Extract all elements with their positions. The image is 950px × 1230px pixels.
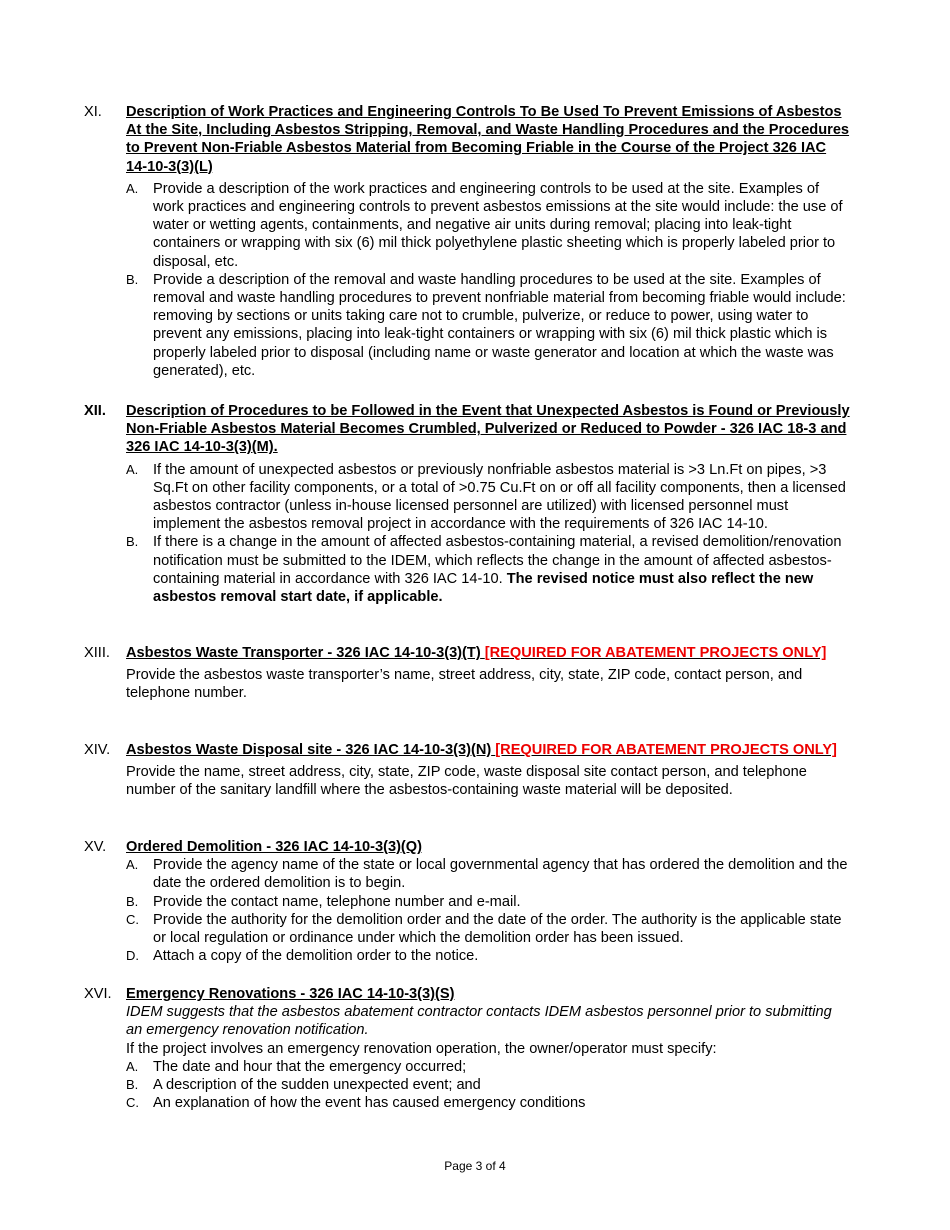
item-letter: C.	[126, 1095, 139, 1111]
item-letter: D.	[126, 948, 139, 964]
section-paragraph: Provide the asbestos waste transporter’s name, street address, city, state, ZIP code, contact person, and telephone number.	[126, 667, 803, 702]
section-number: XV.	[84, 839, 107, 855]
section-number: XIII.	[84, 645, 110, 661]
page-footer: Page 3 of 4	[444, 1159, 506, 1173]
section-heading: Asbestos Waste Disposal site - 326 IAC 14-10-3(3)(N)	[126, 742, 492, 758]
list-item	[126, 856, 850, 892]
list-item	[84, 1058, 850, 1076]
section-number: XIV.	[84, 742, 111, 758]
italic-note: IDEM suggests that the asbestos abatement contractor contacts IDEM asbestos personnel prior to submitting an emergency renovation notification.	[126, 1004, 832, 1039]
item-text: Provide the agency name of the state or local governmental agency that has ordered the demolition and the date the ordered demolition is to begin.	[153, 857, 848, 892]
list-item	[84, 1094, 850, 1112]
item-text: Provide the authority for the demolition order and the date of the order. The authority is the applicable state or local regulation or ordinance under which the demolition order has been issued.	[153, 911, 842, 947]
required-note: [REQUIRED FOR ABATEMENT PROJECTS ONLY]	[484, 645, 827, 661]
item-text: A description of the sudden unexpected event; and	[153, 1077, 481, 1094]
section-heading-wrap	[126, 644, 850, 662]
item-letter: A.	[126, 461, 139, 477]
item-letter: C.	[126, 911, 139, 927]
section-paragraph: Provide the name, street address, city, state, ZIP code, waste disposal site contact person, and telephone number of the sanitary landfill where the asbestos-containing waste material will be deposited.	[126, 764, 807, 799]
item-text: The date and hour that the emergency occurred;	[153, 1058, 467, 1075]
section-number: XII.	[84, 403, 106, 419]
item-text-wrap	[153, 533, 850, 606]
section-number: XI.	[84, 104, 102, 120]
item-letter: A.	[126, 1058, 139, 1074]
list-item	[126, 180, 850, 271]
list-item	[126, 461, 850, 534]
required-note: [REQUIRED FOR ABATEMENT PROJECTS ONLY]	[495, 742, 837, 758]
section-heading: Description of Work Practices and Engineering Controls To Be Used To Prevent Emissions of Asbestos At the Site, Including Asbestos Stripping, Removal, and Waste Handling Procedures and the Procedures to Prevent Non-Friable Asbestos Material from Becoming Friable in the Course of the Project 326 IAC 14-10-3(3)(L)	[126, 104, 850, 175]
section-heading: Emergency Renovations - 326 IAC 14-10-3(3)(S)	[126, 986, 455, 1002]
item-text: If the amount of unexpected asbestos or previously nonfriable asbestos material is >3 Ln.Ft on pipes, >3 Sq.Ft on other facility components, or a total of >0.75 Cu.Ft on or off all facility components, then a licensed asbestos contractor (unless in-house licensed personnel are utilized) with licensed personnel must implement the asbestos removal project in accordance with the requirements of 326 IAC 14-10.	[153, 461, 846, 533]
section-number: XVI.	[84, 986, 112, 1002]
item-text: Provide a description of the work practices and engineering controls to be used at the site. Examples of work practices and engineering controls to prevent asbestos emissions at the site would include: the use of water or wetting agents, containments, and negative air units during removal; placing into leak-tight containers or wrapping with six (6) mil thick polyethylene plastic sheeting which is properly labeled prior to disposal, etc.	[153, 180, 843, 270]
item-letter: B.	[126, 271, 139, 287]
section-heading-wrap	[126, 741, 850, 759]
item-letter: B.	[126, 893, 139, 909]
item-letter: A.	[126, 180, 139, 196]
item-text: Provide the contact name, telephone number and e-mail.	[153, 893, 521, 910]
item-letter: B.	[126, 1077, 139, 1093]
item-text: Attach a copy of the demolition order to the notice.	[153, 948, 479, 965]
item-text: If there is a change in the amount of affected asbestos-containing material, a revised demolition/renovation notification must be submitted to the IDEM, which reflects the change in the amount of affected asbestos-containing material in accordance with 326 IAC 14-10.	[153, 534, 842, 587]
section-heading: Description of Procedures to be Followed in the Event that Unexpected Asbestos is Found or Previously Non-Friable Asbestos Material Becomes Crumbled, Pulverized or Reduced to Powder - 326 IAC 18-3 and 326 IAC 14-10-3(3)(M).	[126, 403, 850, 456]
list-item	[126, 911, 850, 947]
item-letter: A.	[126, 857, 139, 873]
list-item	[126, 271, 850, 380]
section-heading: Asbestos Waste Transporter - 326 IAC 14-10-3(3)(T)	[126, 645, 481, 661]
item-text: Provide a description of the removal and waste handling procedures to be used at the site. Examples of removal and waste handling procedures to prevent nonfriable material from becoming friable would include: removing by sections or units taking care not to crumble, pulverize, or reduce to power, using water to prevent any emissions, placing into leak-tight containers or wrapping with six (6) mil thick plastic which is properly labeled prior to disposal (including name or waste generator and location at which the waste was generated), etc.	[153, 271, 846, 379]
section-heading: Ordered Demolition - 326 IAC 14-10-3(3)(Q)	[126, 839, 422, 855]
list-item	[126, 893, 850, 911]
section-paragraph: If the project involves an emergency renovation operation, the owner/operator must specify:	[126, 1040, 717, 1057]
item-letter: B.	[126, 534, 139, 550]
list-item	[126, 947, 850, 965]
list-item	[84, 1076, 850, 1094]
list-item	[126, 533, 850, 606]
item-bold-text: The revised notice must also reflect the new asbestos removal start date, if applicable.	[153, 570, 814, 606]
item-text: An explanation of how the event has caused emergency conditions	[153, 1095, 586, 1112]
